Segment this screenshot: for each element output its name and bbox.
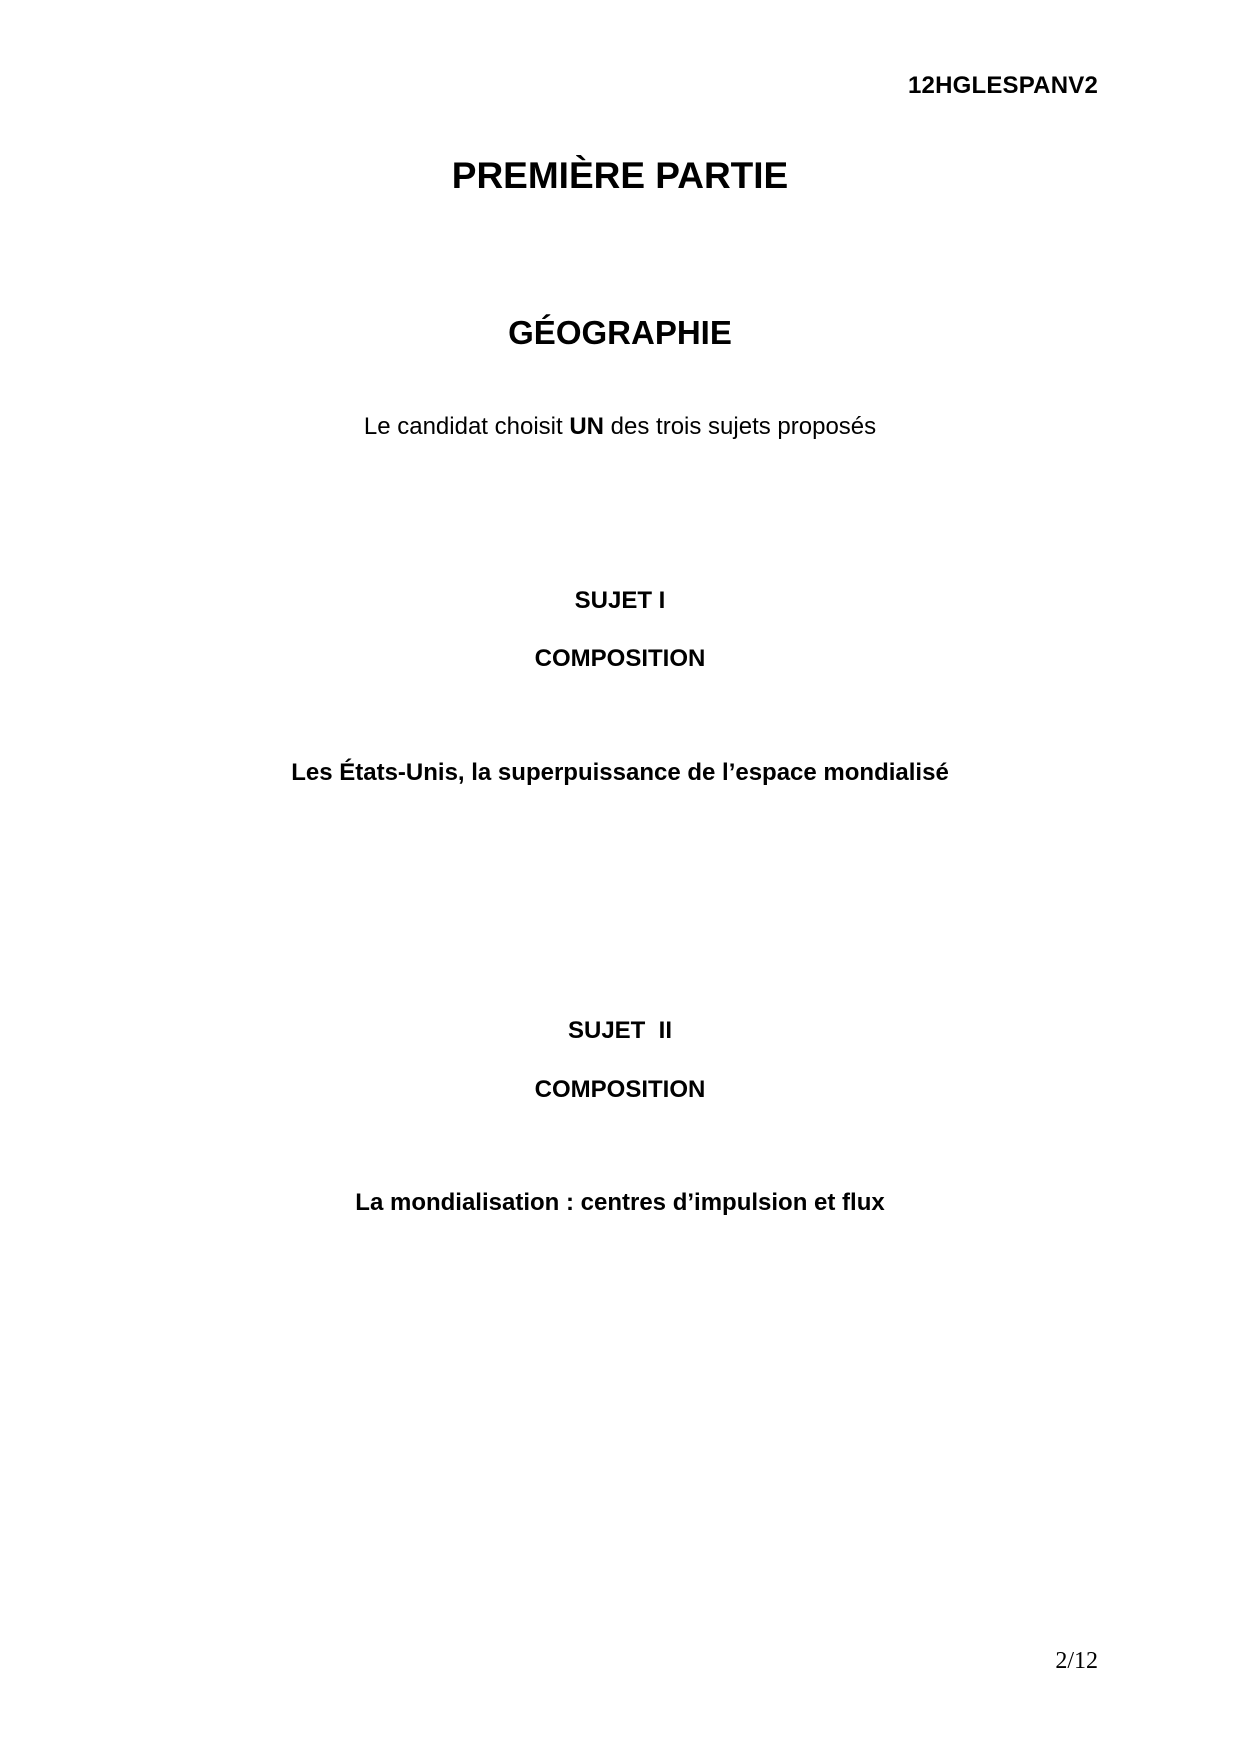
- instruction-text: [0, 413, 1240, 441]
- part-title: PREMIÈRE PARTIE: [451, 155, 789, 196]
- section-title: GÉOGRAPHIE: [508, 314, 732, 351]
- subject-1-number: SUJET I: [574, 587, 666, 614]
- page-number: 2/12: [1055, 1648, 1098, 1674]
- subject-2-title: La mondialisation : centres d’impulsion et flux: [355, 1189, 885, 1216]
- subject-1-type: COMPOSITION: [534, 645, 706, 672]
- subject-1-title: Les États-Unis, la superpuissance de l’espace mondialisé: [291, 759, 949, 786]
- instruction-after: des trois sujets proposés: [604, 413, 877, 440]
- subject-2-number: SUJET II: [567, 1017, 673, 1044]
- subject-2-type: COMPOSITION: [534, 1076, 706, 1103]
- document-code: 12HGLESPANV2: [907, 72, 1098, 99]
- instruction-before: Le candidat choisit: [363, 413, 570, 440]
- instruction-emphasis: UN: [569, 413, 604, 440]
